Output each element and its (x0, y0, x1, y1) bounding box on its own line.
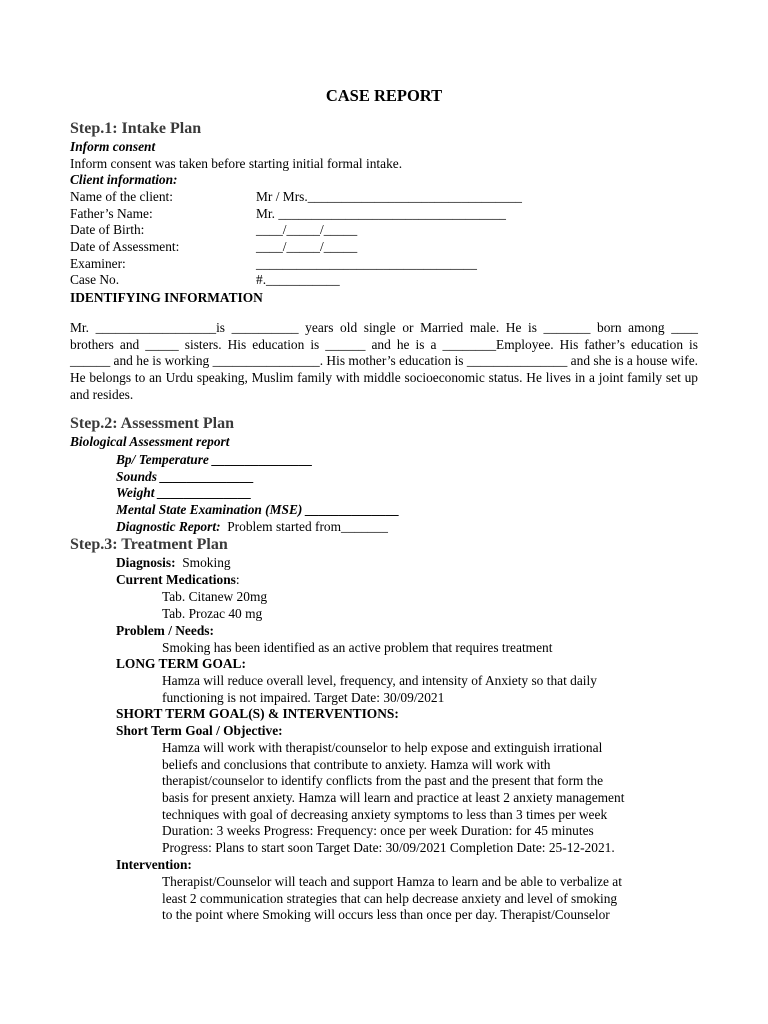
diagnosis-line (116, 555, 231, 572)
text-line: Duration: 3 weeks Progress: Frequency: once per week Duration: for 45 minutes (162, 823, 594, 839)
bio-items (116, 452, 399, 535)
bio-heading: Biological Assessment report (70, 434, 230, 449)
text-line: basis for present anxiety. Hamza will learn and practice at least 2 anxiety management (162, 790, 625, 806)
text-line: Hamza will work with therapist/counselor to help expose and extinguish irrational (162, 740, 603, 755)
field-label: Examiner: (70, 255, 126, 271)
page-title: CASE REPORT (325, 86, 443, 105)
consent-text: Inform consent was taken before starting initial formal intake. (70, 156, 403, 171)
field-row (70, 239, 570, 256)
text-line: Hamza will reduce overall level, frequency, and intensity of Anxiety so that daily (162, 673, 597, 688)
bio-item: Weight ______________ (116, 485, 252, 501)
field-value: #.___________ (256, 272, 340, 288)
field-value: Mr / Mrs.________________________________ (256, 189, 522, 204)
text-line: beliefs and conclusions that contribute to anxiety. Hamza will work with (162, 756, 551, 772)
problem-text: Smoking has been identified as an active problem that requires treatment (162, 640, 553, 655)
identifying-paragraph (70, 320, 698, 404)
step3-heading: Step.3: Treatment Plan (70, 536, 228, 553)
field-label: Father’s Name: (70, 205, 153, 221)
client-info-fields (70, 189, 570, 289)
step2-heading: Step.2: Assessment Plan (70, 415, 235, 432)
medication-item: Tab. Citanew 20mg (162, 589, 268, 604)
short-term-objective-text (162, 740, 702, 857)
diagnostic-report-line (116, 519, 399, 536)
client-info-heading: Client information: (70, 172, 178, 187)
diagnostic-report-label: Diagnostic Report: (116, 518, 221, 534)
intervention-label: Intervention: (116, 857, 192, 872)
consent-heading: Inform consent (70, 139, 156, 154)
diagnosis-label: Diagnosis: (116, 555, 176, 570)
field-label: Date of Birth: (70, 222, 145, 238)
medications-line (116, 572, 240, 589)
field-label: Name of the client: (70, 189, 173, 204)
field-value: Mr. __________________________________ (256, 205, 506, 221)
text-line: Therapist/Counselor will teach and support Hamza to learn and be able to verbalize at (162, 874, 622, 889)
text-line: therapist/counselor to identify conflicts from the past and the present that form the (162, 773, 604, 789)
text-line: to the point where Smoking will occurs less than once per day. Therapist/Counselor (162, 907, 610, 923)
long-term-goal-text (162, 673, 702, 706)
diagnostic-report-value: Problem started from_______ (220, 518, 388, 534)
long-term-goal-label: LONG TERM GOAL: (116, 656, 246, 671)
text-line: techniques with goal of decreasing anxiety symptoms to less than 3 times per week (162, 806, 608, 822)
short-term-goals-label: SHORT TERM GOAL(S) & INTERVENTIONS: (116, 706, 399, 721)
text-line: Progress: Plans to start soon Target Date: 30/09/2021 Completion Date: 25-12-2021. (162, 840, 615, 856)
field-label: Date of Assessment: (70, 239, 180, 255)
identifying-text: Mr. __________________is __________ years old single or Married male. He is _______ born among ____ brothers and _____ sisters. His education is ______ and he is a ________Employee. His father’s education is ______ and he is working ________________. His mother’s education is _______________ and she is a house wife. He belongs to an Urdu speaking, Muslim family with middle socioeconomic status. He lives in a joint family set up and resides. (70, 320, 698, 402)
field-label: Case No. (70, 272, 120, 288)
field-row (70, 189, 570, 206)
bio-item: Bp/ Temperature _______________ (116, 452, 313, 467)
text-line: least 2 communication strategies that can help decrease anxiety and level of smoking (162, 890, 618, 906)
field-value: ____/_____/_____ (256, 239, 358, 255)
identifying-heading: IDENTIFYING INFORMATION (70, 290, 263, 305)
step1-heading: Step.1: Intake Plan (70, 120, 202, 137)
field-value: ____/_____/_____ (256, 222, 358, 238)
diagnosis-value: Smoking (175, 555, 231, 570)
field-value: _________________________________ (256, 255, 477, 271)
bio-item: Mental State Examination (MSE) ______________ (116, 502, 400, 518)
field-row (70, 206, 570, 223)
field-row (70, 256, 570, 273)
text-line: functioning is not impaired. Target Date: 30/09/2021 (162, 689, 445, 705)
bio-item: Sounds ______________ (116, 468, 255, 484)
medication-item: Tab. Prozac 40 mg (162, 606, 263, 621)
field-row (70, 272, 570, 289)
problem-label: Problem / Needs: (116, 623, 214, 638)
medications-label: Current Medications (116, 572, 236, 587)
intervention-text (162, 874, 702, 924)
short-term-objective-label: Short Term Goal / Objective: (116, 723, 283, 738)
field-row (70, 222, 570, 239)
medications-colon: : (235, 572, 240, 587)
